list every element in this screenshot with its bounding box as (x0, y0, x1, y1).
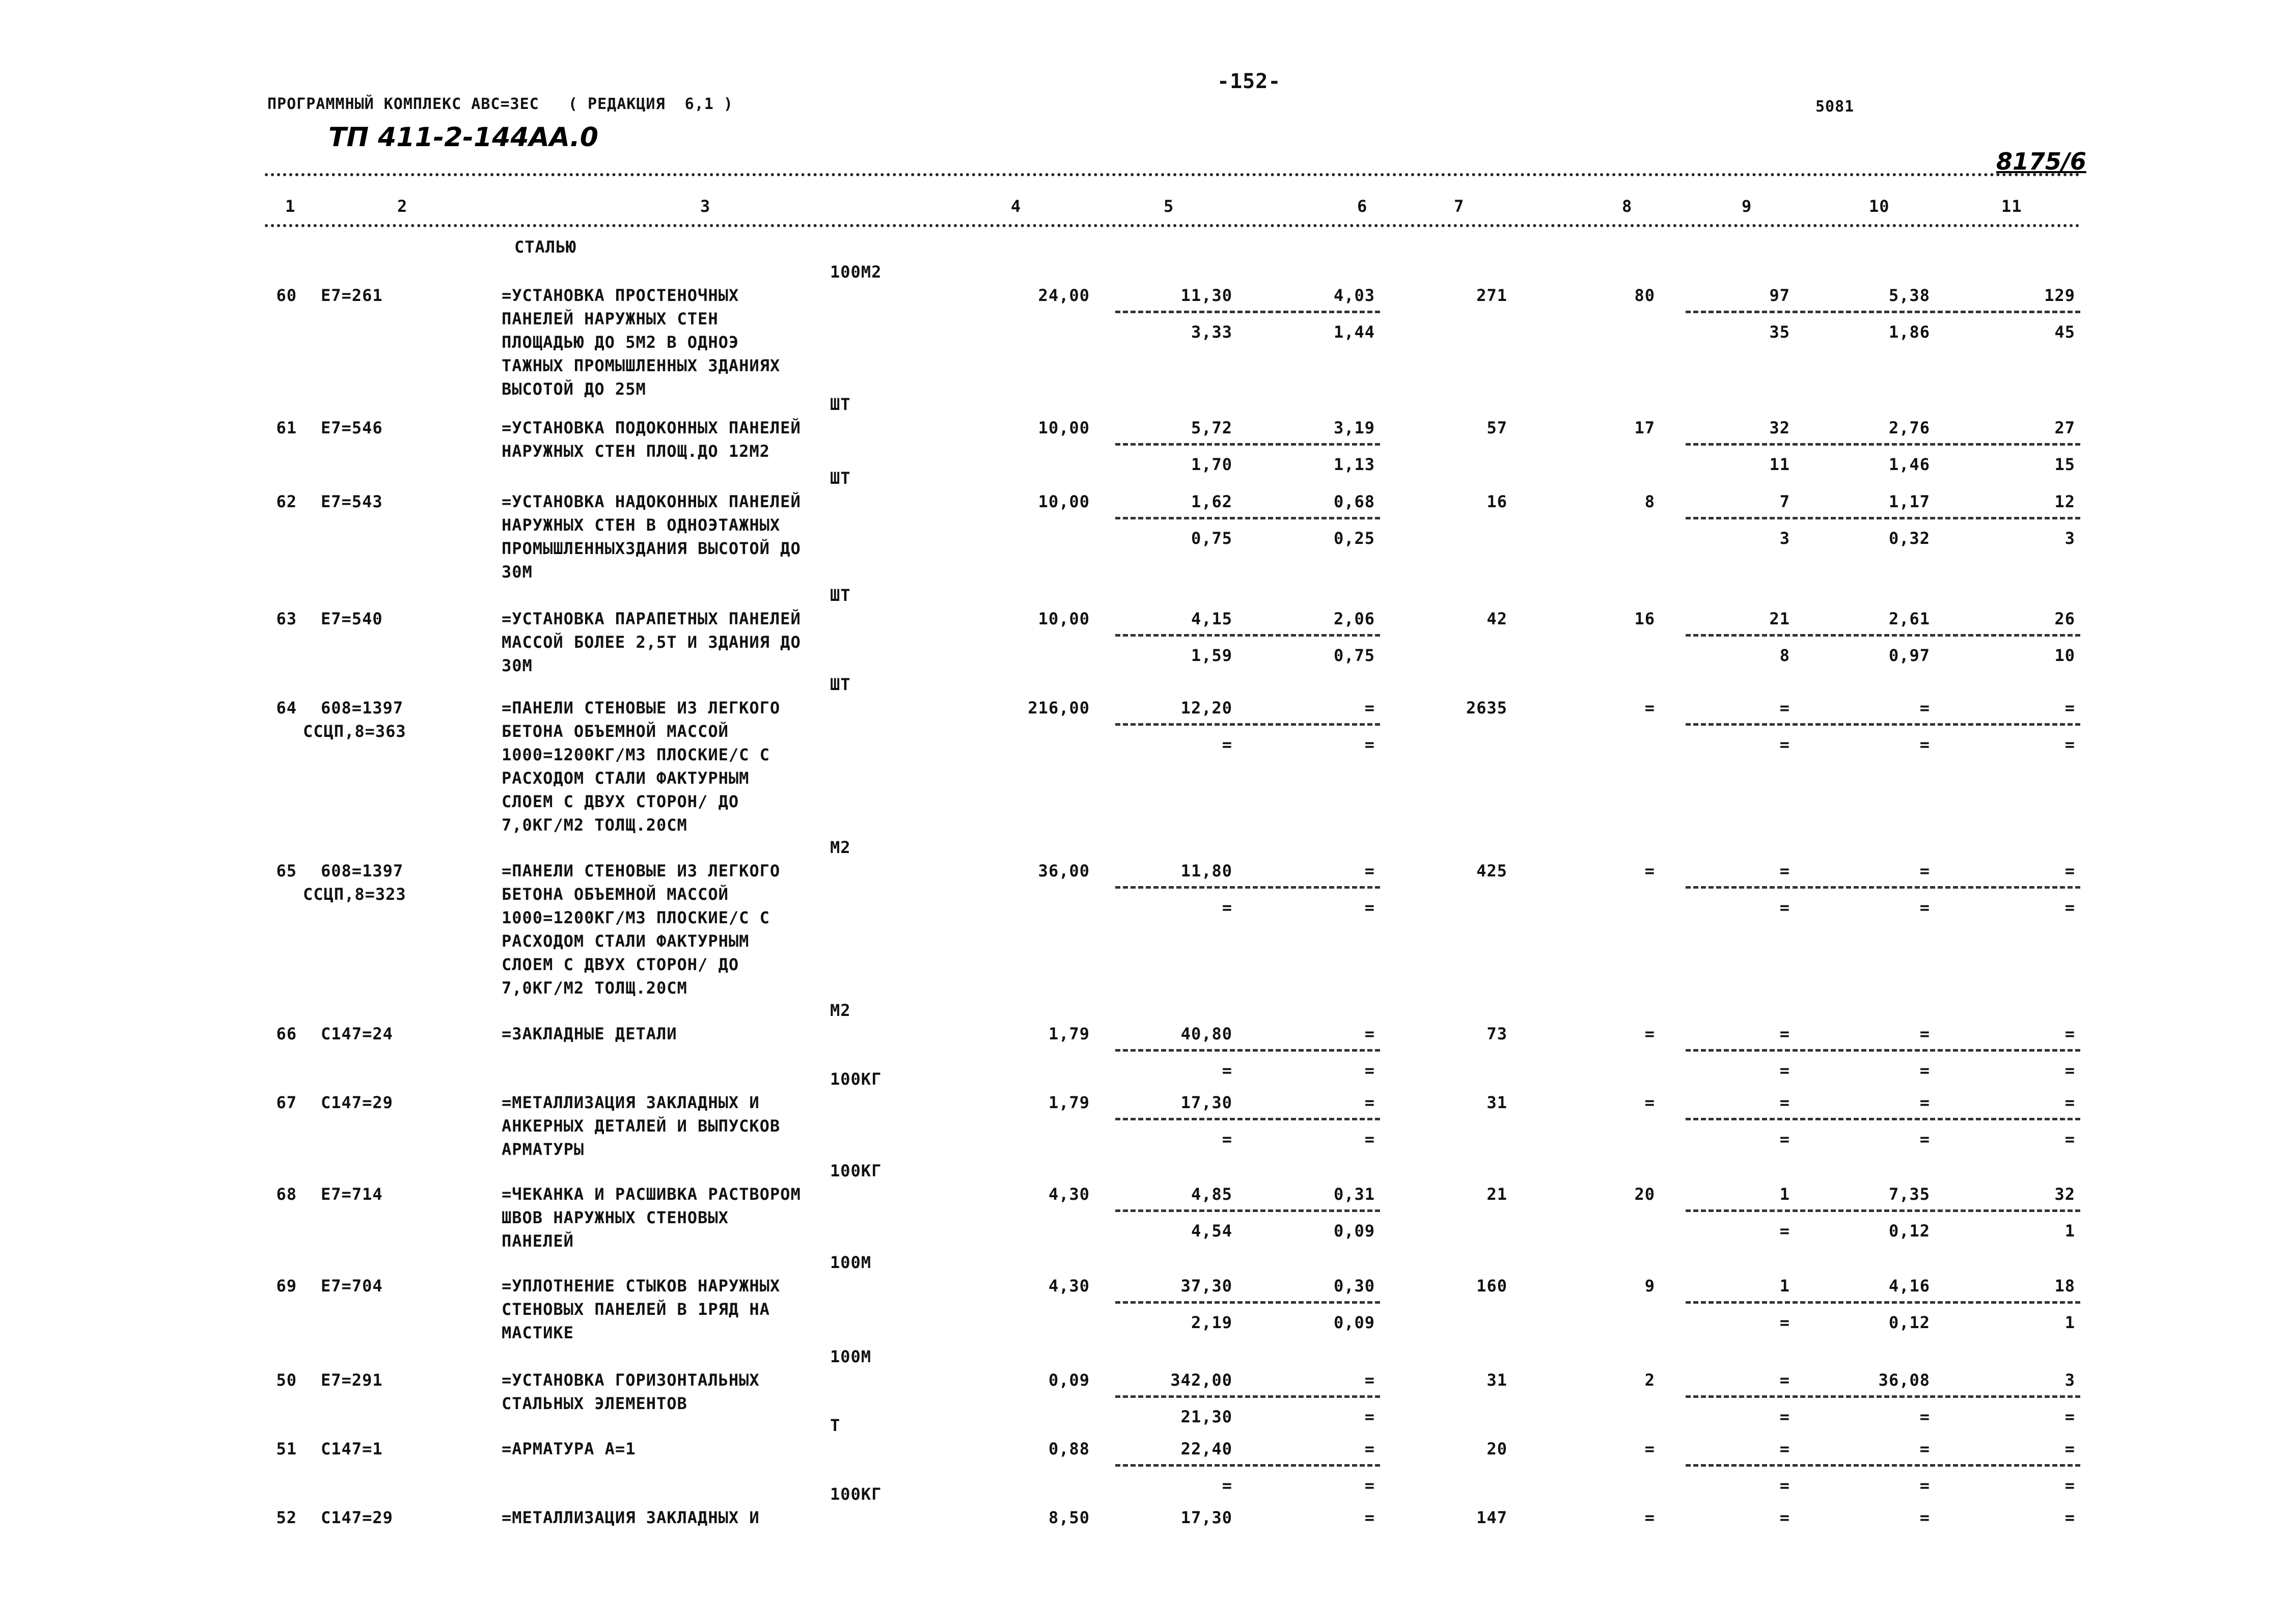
total-cost: 147 (1476, 1508, 1507, 1527)
labor-unit-lower: = (1919, 1061, 1930, 1080)
separator-line (1115, 517, 1380, 519)
total-cost: 2635 (1466, 698, 1507, 718)
norm-code-secondary: ССЦП,8=323 (303, 885, 406, 904)
labor-unit: = (1919, 1508, 1930, 1527)
machine-cost-lower: = (1364, 1476, 1375, 1495)
separator-line (1686, 1209, 2080, 1212)
norm-code: С147=1 (321, 1439, 383, 1458)
page-number: -152- (1217, 70, 1281, 93)
separator-line (1115, 1118, 1380, 1120)
sheet-reference-handwritten: 8175/6 (1996, 148, 2086, 175)
row-number: 67 (276, 1093, 297, 1112)
labor-unit: = (1919, 1439, 1930, 1458)
unit-label: ШТ (830, 675, 851, 694)
machine-cost-lower: = (1364, 898, 1375, 917)
quantity: 216,00 (1028, 698, 1090, 718)
unit-cost: 22,40 (1180, 1439, 1232, 1458)
unit-label: 100КГ (830, 1161, 882, 1180)
norm-code: С147=29 (321, 1093, 393, 1112)
work-description-line: 1000=1200КГ/М3 ПЛОСКИЕ/С С (502, 908, 770, 927)
machine-cost: = (1364, 861, 1375, 880)
labor-value-lower: = (1779, 1130, 1790, 1149)
labor-total-lower: = (2064, 1407, 2075, 1426)
work-description-line: =УСТАНОВКА ПАРАПЕТНЫХ ПАНЕЛЕЙ (502, 609, 801, 628)
labor-value-lower: = (1779, 735, 1790, 754)
unit-cost: 12,20 (1180, 698, 1232, 718)
labor-value: = (1779, 1439, 1790, 1458)
norm-code: Е7=261 (321, 286, 383, 305)
labor-value-lower: = (1779, 898, 1790, 917)
labor-unit-lower: 0,32 (1888, 529, 1930, 548)
machine-cost-lower: 0,75 (1333, 646, 1375, 665)
column-header-6: 6 (1357, 197, 1368, 216)
quantity: 36,00 (1038, 861, 1090, 880)
work-description-line: АНКЕРНЫХ ДЕТАЛЕЙ И ВЫПУСКОВ (502, 1116, 781, 1136)
work-description-line: 1000=1200КГ/М3 ПЛОСКИЕ/С С (502, 745, 770, 764)
separator-line (1686, 1301, 2080, 1304)
labor-value: = (1779, 1370, 1790, 1390)
quantity: 1,79 (1048, 1024, 1090, 1043)
separator-line (1686, 443, 2080, 446)
work-description-line: СТАЛЬНЫХ ЭЛЕМЕНТОВ (502, 1394, 687, 1413)
labor-unit: 5,38 (1888, 286, 1930, 305)
wage-cost: 8 (1644, 492, 1655, 511)
total-cost: 73 (1486, 1024, 1507, 1043)
labor-unit: = (1919, 861, 1930, 880)
labor-total: 18 (2054, 1276, 2075, 1296)
wage-cost: = (1644, 1439, 1655, 1458)
machine-cost: 0,68 (1333, 492, 1375, 511)
work-description-line: НАРУЖНЫХ СТЕН В ОДНОЭТАЖНЫХ (502, 515, 781, 535)
wage-cost: = (1644, 1024, 1655, 1043)
work-description-line: =УПЛОТНЕНИЕ СТЫКОВ НАРУЖНЫХ (502, 1276, 781, 1296)
labor-value-lower: 11 (1769, 455, 1790, 474)
quantity: 0,09 (1048, 1370, 1090, 1390)
labor-total-lower: 1 (2064, 1221, 2075, 1241)
separator-line (1686, 634, 2080, 637)
machine-cost: 2,06 (1333, 609, 1375, 628)
labor-total-lower: 10 (2054, 646, 2075, 665)
labor-unit: 1,17 (1888, 492, 1930, 511)
norm-code-secondary: ССЦП,8=363 (303, 722, 406, 741)
labor-value: 21 (1769, 609, 1790, 628)
labor-unit-lower: = (1919, 898, 1930, 917)
row-number: 68 (276, 1185, 297, 1204)
row-number: 65 (276, 861, 297, 880)
labor-total-lower: 3 (2064, 529, 2075, 548)
labor-unit-lower: = (1919, 735, 1930, 754)
unit-cost: 40,80 (1180, 1024, 1232, 1043)
unit-cost: 4,85 (1191, 1185, 1232, 1204)
norm-code: Е7=714 (321, 1185, 383, 1204)
machine-cost-lower: 0,09 (1333, 1221, 1375, 1241)
labor-total-lower: = (2064, 1476, 2075, 1495)
unit-cost-lower: = (1222, 1476, 1232, 1495)
labor-unit-lower: = (1919, 1476, 1930, 1495)
work-description-line: =УСТАНОВКА ГОРИЗОНТАЛЬНЫХ (502, 1370, 760, 1390)
unit-cost-lower: 2,19 (1191, 1313, 1232, 1332)
column-header-8: 8 (1622, 197, 1633, 216)
machine-cost: = (1364, 1439, 1375, 1458)
separator-line (1115, 634, 1380, 637)
quantity: 24,00 (1038, 286, 1090, 305)
work-description-line: СЛОЕМ С ДВУХ СТОРОН/ ДО (502, 955, 739, 974)
labor-total-lower: 45 (2054, 322, 2075, 342)
column-header-10: 10 (1869, 197, 1890, 216)
unit-cost-lower: 21,30 (1180, 1407, 1232, 1426)
labor-total: = (2064, 1093, 2075, 1112)
labor-total-lower: 15 (2054, 455, 2075, 474)
labor-value-lower: = (1779, 1061, 1790, 1080)
quantity: 8,50 (1048, 1508, 1090, 1527)
machine-cost: = (1364, 1508, 1375, 1527)
work-description-line: 7,0КГ/М2 ТОЛЩ.20СМ (502, 815, 687, 835)
unit-cost: 17,30 (1180, 1093, 1232, 1112)
separator-line (1115, 1301, 1380, 1304)
wage-cost: = (1644, 1093, 1655, 1112)
unit-cost: 37,30 (1180, 1276, 1232, 1296)
separator-line (1686, 1049, 2080, 1052)
work-description-line: =УСТАНОВКА НАДОКОННЫХ ПАНЕЛЕЙ (502, 492, 801, 511)
wage-cost: = (1644, 861, 1655, 880)
machine-cost: = (1364, 1093, 1375, 1112)
norm-code: Е7=540 (321, 609, 383, 628)
column-header-11: 11 (2001, 197, 2022, 216)
separator-line (1686, 886, 2080, 889)
work-description-line: ТАЖНЫХ ПРОМЫШЛЕННЫХ ЗДАНИЯХ (502, 356, 781, 375)
labor-total: 27 (2054, 418, 2075, 437)
work-description-line: 30М (502, 562, 533, 582)
unit-label: М2 (830, 838, 851, 857)
labor-unit-lower: = (1919, 1407, 1930, 1426)
labor-total-lower: = (2064, 1130, 2075, 1149)
labor-unit: 2,76 (1888, 418, 1930, 437)
separator-line (1115, 1049, 1380, 1052)
labor-total: 32 (2054, 1185, 2075, 1204)
header-rule (265, 224, 2080, 227)
unit-cost-lower: = (1222, 735, 1232, 754)
row-number: 69 (276, 1276, 297, 1296)
unit-label: ШТ (830, 586, 851, 605)
separator-line (1115, 1209, 1380, 1212)
machine-cost: = (1364, 698, 1375, 718)
separator-line (1115, 886, 1380, 889)
row-number: 52 (276, 1508, 297, 1527)
separator-line (1686, 723, 2080, 726)
machine-cost-lower: = (1364, 735, 1375, 754)
unit-cost-lower: = (1222, 1130, 1232, 1149)
norm-code: 608=1397 (321, 861, 404, 880)
separator-line (1686, 311, 2080, 313)
wage-cost: 20 (1634, 1185, 1655, 1204)
labor-total-lower: = (2064, 898, 2075, 917)
labor-value: = (1779, 698, 1790, 718)
labor-unit: = (1919, 1024, 1930, 1043)
row-number: 64 (276, 698, 297, 718)
labor-value: = (1779, 861, 1790, 880)
labor-value: = (1779, 1093, 1790, 1112)
machine-cost-lower: = (1364, 1130, 1375, 1149)
labor-value-lower: = (1779, 1407, 1790, 1426)
separator-line (1115, 311, 1380, 313)
unit-label: 100М (830, 1253, 872, 1272)
work-description-line: =ПАНЕЛИ СТЕНОВЫЕ ИЗ ЛЕГКОГО (502, 698, 781, 718)
unit-cost-lower: 3,33 (1191, 322, 1232, 342)
unit-label: 100КГ (830, 1484, 882, 1504)
column-header-7: 7 (1454, 197, 1465, 216)
work-description-line: СТЕНОВЫХ ПАНЕЛЕЙ В 1РЯД НА (502, 1300, 770, 1319)
total-cost: 16 (1486, 492, 1507, 511)
work-description-line: =ЧЕКАНКА И РАСШИВКА РАСТВОРОМ (502, 1185, 801, 1204)
separator-line (1686, 1118, 2080, 1120)
column-header-4: 4 (1011, 197, 1022, 216)
labor-total: 129 (2044, 286, 2075, 305)
labor-unit-lower: 0,12 (1888, 1313, 1930, 1332)
unit-cost-lower: 1,70 (1191, 455, 1232, 474)
work-description-line: МАСТИКЕ (502, 1323, 574, 1342)
unit-label: Т (830, 1416, 841, 1435)
labor-unit: 2,61 (1888, 609, 1930, 628)
unit-cost-lower: = (1222, 1061, 1232, 1080)
total-cost: 425 (1476, 861, 1507, 880)
labor-total: = (2064, 698, 2075, 718)
work-description-line: БЕТОНА ОБЪЕМНОЙ МАССОЙ (502, 722, 729, 741)
total-cost: 160 (1476, 1276, 1507, 1296)
quantity: 10,00 (1038, 418, 1090, 437)
labor-total-lower: = (2064, 1061, 2075, 1080)
wage-cost: = (1644, 698, 1655, 718)
machine-cost-lower: = (1364, 1061, 1375, 1080)
work-description-line: =УСТАНОВКА ПРОСТЕНОЧНЫХ (502, 286, 739, 305)
labor-value: 97 (1769, 286, 1790, 305)
work-description-line: МАССОЙ БОЛЕЕ 2,5Т И ЗДАНИЯ ДО (502, 632, 801, 652)
unit-cost: 4,15 (1191, 609, 1232, 628)
row-number: 50 (276, 1370, 297, 1390)
separator-line (1115, 723, 1380, 726)
machine-cost: 0,31 (1333, 1185, 1375, 1204)
labor-value: 32 (1769, 418, 1790, 437)
unit-cost: 342,00 (1170, 1370, 1232, 1390)
separator-line (1115, 443, 1380, 446)
labor-value-lower: = (1779, 1476, 1790, 1495)
machine-cost-lower: 0,09 (1333, 1313, 1375, 1332)
labor-value: 1 (1779, 1185, 1790, 1204)
work-description-line: НАРУЖНЫХ СТЕН ПЛОЩ.ДО 12М2 (502, 442, 770, 461)
labor-unit-lower: 0,97 (1888, 646, 1930, 665)
labor-unit-lower: 1,46 (1888, 455, 1930, 474)
row-number: 61 (276, 418, 297, 437)
labor-value-lower: 8 (1779, 646, 1790, 665)
labor-value: = (1779, 1508, 1790, 1527)
carryover-note: СТАЛЬЮ (514, 237, 576, 257)
machine-cost: 4,03 (1333, 286, 1375, 305)
labor-total: = (2064, 861, 2075, 880)
total-cost: 42 (1486, 609, 1507, 628)
quantity: 4,30 (1048, 1185, 1090, 1204)
unit-cost-lower: 0,75 (1191, 529, 1232, 548)
work-description-line: СЛОЕМ С ДВУХ СТОРОН/ ДО (502, 792, 739, 811)
work-description-line: ПАНЕЛЕЙ (502, 1231, 574, 1251)
labor-total: = (2064, 1508, 2075, 1527)
unit-cost: 17,30 (1180, 1508, 1232, 1527)
work-description-line: ПЛОЩАДЬЮ ДО 5М2 В ОДНОЭ (502, 333, 739, 352)
quantity: 1,79 (1048, 1093, 1090, 1112)
norm-code: Е7=291 (321, 1370, 383, 1390)
labor-total-lower: = (2064, 735, 2075, 754)
row-number: 62 (276, 492, 297, 511)
labor-value-lower: 35 (1769, 322, 1790, 342)
work-description-line: =МЕТАЛЛИЗАЦИЯ ЗАКЛАДНЫХ И (502, 1508, 760, 1527)
labor-total: = (2064, 1024, 2075, 1043)
work-description-line: 30М (502, 656, 533, 675)
quantity: 10,00 (1038, 492, 1090, 511)
labor-total: = (2064, 1439, 2075, 1458)
labor-value: 1 (1779, 1276, 1790, 1296)
labor-unit: 4,16 (1888, 1276, 1930, 1296)
column-header-2: 2 (397, 197, 408, 216)
work-description-line: =ЗАКЛАДНЫЕ ДЕТАЛИ (502, 1024, 677, 1043)
quantity: 10,00 (1038, 609, 1090, 628)
labor-value-lower: 3 (1779, 529, 1790, 548)
labor-value: 7 (1779, 492, 1790, 511)
norm-code: Е7=543 (321, 492, 383, 511)
machine-cost: 0,30 (1333, 1276, 1375, 1296)
machine-cost-lower: = (1364, 1407, 1375, 1426)
work-description-line: ПРОМЫШЛЕННЫХЗДАНИЯ ВЫСОТОЙ ДО (502, 539, 801, 558)
unit-label: ШТ (830, 469, 851, 488)
row-number: 66 (276, 1024, 297, 1043)
work-description-line: =АРМАТУРА А=1 (502, 1439, 636, 1458)
work-description-line: =УСТАНОВКА ПОДОКОННЫХ ПАНЕЛЕЙ (502, 418, 801, 437)
unit-cost: 11,80 (1180, 861, 1232, 880)
machine-cost-lower: 0,25 (1333, 529, 1375, 548)
machine-cost-lower: 1,44 (1333, 322, 1375, 342)
unit-label: 100КГ (830, 1069, 882, 1089)
wage-cost: 16 (1634, 609, 1655, 628)
labor-total: 12 (2054, 492, 2075, 511)
work-description-line: =МЕТАЛЛИЗАЦИЯ ЗАКЛАДНЫХ И (502, 1093, 760, 1112)
labor-value-lower: = (1779, 1221, 1790, 1241)
column-header-1: 1 (285, 197, 296, 216)
labor-unit-lower: 1,86 (1888, 322, 1930, 342)
norm-code: Е7=546 (321, 418, 383, 437)
row-number: 63 (276, 609, 297, 628)
unit-label: М2 (830, 1001, 851, 1020)
total-cost: 271 (1476, 286, 1507, 305)
total-cost: 31 (1486, 1370, 1507, 1390)
labor-unit: 7,35 (1888, 1185, 1930, 1204)
wage-cost: 2 (1644, 1370, 1655, 1390)
work-description-line: АРМАТУРЫ (502, 1140, 585, 1159)
separator-line (1115, 1464, 1380, 1467)
wage-cost: = (1644, 1508, 1655, 1527)
machine-cost-lower: 1,13 (1333, 455, 1375, 474)
total-cost: 31 (1486, 1093, 1507, 1112)
labor-value-lower: = (1779, 1313, 1790, 1332)
column-header-9: 9 (1742, 197, 1752, 216)
norm-code: Е7=704 (321, 1276, 383, 1296)
norm-code: 608=1397 (321, 698, 404, 718)
unit-cost: 11,30 (1180, 286, 1232, 305)
work-description-line: БЕТОНА ОБЪЕМНОЙ МАССОЙ (502, 885, 729, 904)
separator-line (1115, 1395, 1380, 1398)
unit-cost: 1,62 (1191, 492, 1232, 511)
wage-cost: 17 (1634, 418, 1655, 437)
total-cost: 57 (1486, 418, 1507, 437)
work-description-line: =ПАНЕЛИ СТЕНОВЫЕ ИЗ ЛЕГКОГО (502, 861, 781, 880)
unit-cost-lower: 1,59 (1191, 646, 1232, 665)
norm-code: С147=24 (321, 1024, 393, 1043)
unit-cost: 5,72 (1191, 418, 1232, 437)
separator-line (1686, 1464, 2080, 1467)
work-description-line: РАСХОДОМ СТАЛИ ФАКТУРНЫМ (502, 931, 750, 951)
unit-label: ШТ (830, 395, 851, 414)
unit-label: 100М (830, 1347, 872, 1366)
project-code-handwritten: ТП 411-2-144АА.0 (328, 122, 598, 153)
quantity: 4,30 (1048, 1276, 1090, 1296)
quantity: 0,88 (1048, 1439, 1090, 1458)
separator-line (1686, 517, 2080, 519)
unit-label: 100М2 (830, 262, 882, 282)
labor-unit: = (1919, 1093, 1930, 1112)
total-cost: 21 (1486, 1185, 1507, 1204)
work-description-line: ВЫСОТОЙ ДО 25М (502, 379, 646, 399)
top-rule (265, 173, 2080, 176)
norm-code: С147=29 (321, 1508, 393, 1527)
labor-unit-lower: = (1919, 1130, 1930, 1149)
labor-unit-lower: 0,12 (1888, 1221, 1930, 1241)
machine-cost: 3,19 (1333, 418, 1375, 437)
work-description-line: 7,0КГ/М2 ТОЛЩ.20СМ (502, 978, 687, 998)
labor-total: 3 (2064, 1370, 2075, 1390)
machine-cost: = (1364, 1370, 1375, 1390)
row-number: 60 (276, 286, 297, 305)
labor-total: 26 (2054, 609, 2075, 628)
total-cost: 20 (1486, 1439, 1507, 1458)
labor-unit: = (1919, 698, 1930, 718)
work-description-line: ШВОВ НАРУЖНЫХ СТЕНОВЫХ (502, 1208, 729, 1227)
unit-cost-lower: = (1222, 898, 1232, 917)
wage-cost: 80 (1634, 286, 1655, 305)
separator-line (1686, 1395, 2080, 1398)
labor-unit: 36,08 (1878, 1370, 1930, 1390)
work-description-line: РАСХОДОМ СТАЛИ ФАКТУРНЫМ (502, 768, 750, 788)
row-number: 51 (276, 1439, 297, 1458)
document-code: 5081 (1815, 98, 1855, 116)
wage-cost: 9 (1644, 1276, 1655, 1296)
machine-cost: = (1364, 1024, 1375, 1043)
labor-total-lower: 1 (2064, 1313, 2075, 1332)
column-header-3: 3 (700, 197, 711, 216)
work-description-line: ПАНЕЛЕЙ НАРУЖНЫХ СТЕН (502, 309, 719, 328)
labor-value: = (1779, 1024, 1790, 1043)
program-header: ПРОГРАММНЫЙ КОМПЛЕКС АВС=ЗЕС ( РЕДАКЦИЯ 6,1 ) (267, 95, 733, 113)
unit-cost-lower: 4,54 (1191, 1221, 1232, 1241)
column-header-5: 5 (1164, 197, 1174, 216)
